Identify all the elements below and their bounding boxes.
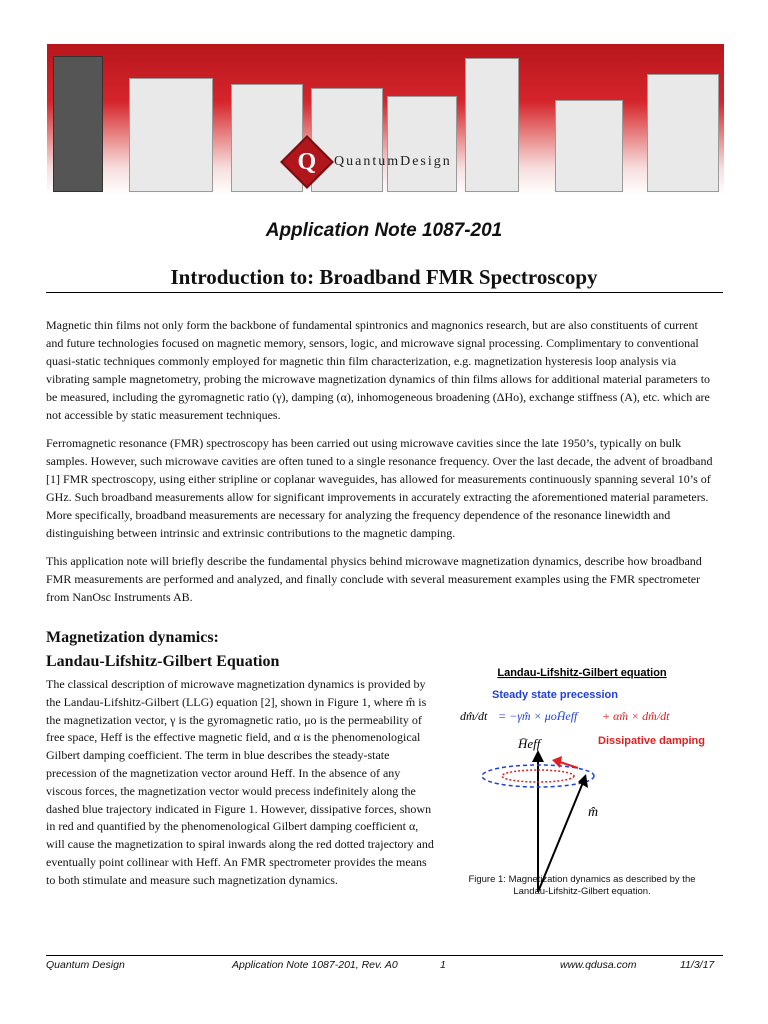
title-divider — [46, 292, 723, 293]
footer-divider — [46, 955, 723, 956]
footer-company: Quantum Design — [46, 959, 125, 971]
logo-mark — [280, 135, 334, 189]
company-logo — [288, 143, 452, 181]
equation-damping-term: + αm̂ × dm̂/dt — [602, 709, 670, 723]
damping-label: Dissipative damping — [598, 735, 705, 747]
app-note-title: Application Note 1087-201 — [265, 220, 503, 241]
instrument-image — [555, 100, 623, 192]
brand-name: QuantumDesign — [334, 154, 452, 169]
figure-title: Landau-Lifshitz-Gilbert equation — [497, 667, 667, 679]
figure-caption: Figure 1: Magnetization dynamics as described by the Landau-Lifshitz-Gilbert equation. — [468, 874, 696, 897]
equation-lhs: dm̂/dt — [460, 709, 488, 723]
logo-letter: Q — [297, 148, 317, 175]
instrument-image — [647, 74, 719, 192]
precession-label: Steady state precession — [492, 689, 618, 701]
footer-date: 11/3/17 — [680, 959, 715, 971]
page-title: Introduction to: Broadband FMR Spectroscopy — [170, 265, 598, 289]
instrument-image — [53, 56, 103, 192]
instrument-image — [465, 58, 519, 192]
overview-paragraph: This application note will briefly describe the fundamental physics behind microwave magnetization dynamics, describe how broadband FMR measurements are performed and analyzed, and finally conclude with several measurement examples using the FMR spectrometer from NanOsc Instruments AB. — [46, 554, 702, 604]
llg-figure — [452, 662, 712, 902]
damping-arrow — [560, 762, 578, 768]
footer-url: www.qdusa.com — [560, 959, 637, 971]
heff-arrowhead — [532, 750, 544, 762]
intro-paragraph: Magnetic thin films not only form the backbone of fundamental spintronics and magnonics research, but are also constituents of current and future technologies focused on magnetic memory, sensors, logic, and microwave signal processing. Complimentary to conventional quasi-static techniques commonly employed for magnetic thin film characterization, e.g. magnetization hysteresis loop analysis via vibrating sample magnetometry, probing the microwave magnetization dynamics of thin films allows for additional material parameters to be measured, including the gyromagnetic ratio (γ), damping (α), inhomogeneous broadening (ΔHo), exchange stiffness (A), etc. which are not accessible by static measurement techniques. — [46, 318, 711, 422]
section-heading: Magnetization dynamics: — [46, 629, 219, 646]
magnetization-arrowhead — [578, 774, 588, 788]
instrument-image — [129, 78, 213, 192]
equation-precession-term: = −γm̂ × μoH̄eff — [498, 709, 578, 723]
llg-paragraph: The classical description of microwave magnetization dynamics is provided by the Landau-Lifshitz-Gilbert (LLG) equation [2], shown in Figure 1, where m̂ is the magnetization vector, γ is the gyromagnetic ratio, μo is the permeability of free space, Heff is the effective magnetic field, and α is the phenomenological Gilbert damping coefficient. The term in blue describes the steady-state precession of the magnetization vector around Heff. In the absence of any viscous forces, the magnetization vector would precess indefinitely along the dashed blue trajectory indicated in Figure 1. However, dissipative forces, shown in red and quantified by the phenomenological Gilbert damping coefficient α, will cause the magnetization to spiral inwards along the red dotted trajectory and eventually point collinear with Heff. An FMR spectrometer provides the means to both stimulate and measure such magnetization dynamics. — [46, 677, 434, 887]
fmr-history-paragraph: Ferromagnetic resonance (FMR) spectroscopy has been carried out using microwave cavities since the late 1950’s, typically on bulk samples. However, such microwave cavities are often tuned to a single resonance frequency. Over the last decade, the advent of broadband [1] FMR spectroscopy, using either stripline or coplanar waveguides, has allowed for measurements continuously spanning several 10’s of GHz. Such broadband measurements allow for significant improvements in accurately extracting the aforementioned material parameters. More specifically, broadband measurements are necessary for analyzing the frequency dependence of the resonance linewidth and distinguishing between intrinsic and extrinsic contributions to the magnetic damping. — [46, 436, 713, 540]
footer-note: Application Note 1087-201, Rev. A0 — [232, 959, 398, 971]
heff-label: H̄eff — [518, 736, 541, 751]
m-label: m̂ — [588, 805, 599, 820]
footer-page: 1 — [440, 959, 446, 971]
section-subheading: Landau-Lifshitz-Gilbert Equation — [46, 653, 280, 670]
